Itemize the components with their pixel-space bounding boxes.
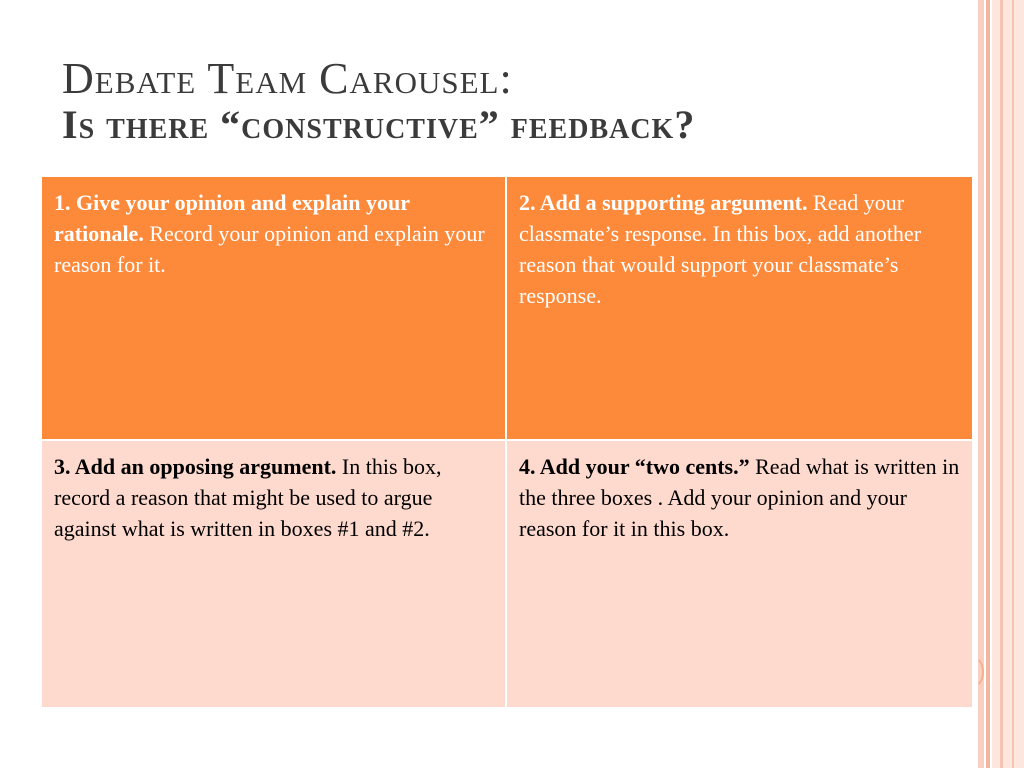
box-2-body: Read your classmate’s response. In this box, add another reason that would support your classmate’s response.	[519, 190, 922, 308]
decorative-stripe	[1012, 0, 1014, 768]
box-3-heading: 3. Add an opposing argument.	[54, 454, 337, 479]
box-2[interactable]	[507, 177, 972, 441]
decorative-stripe	[992, 0, 1024, 768]
box-4[interactable]	[507, 441, 972, 707]
decorative-stripe	[986, 0, 990, 768]
slide-title	[62, 54, 962, 148]
box-4-body: Read what is written in the three boxes . Add your opinion and your reason for it in this box.	[519, 454, 960, 541]
carousel-table	[42, 177, 972, 707]
box-1[interactable]	[42, 177, 507, 441]
decorative-stripe	[978, 0, 984, 768]
box-1-heading: 1. Give your opinion and explain your rationale.	[54, 190, 410, 246]
box-3[interactable]	[42, 441, 507, 707]
title-line-1: Debate Team Carousel:	[62, 54, 513, 103]
title-line-2: Is there “constructive” feedback?	[62, 102, 696, 148]
decorative-circle-icon	[958, 655, 984, 689]
box-1-body: Record your opinion and explain your reason for it.	[54, 221, 485, 277]
decorative-stripe	[1000, 0, 1003, 768]
box-2-heading: 2. Add a supporting argument.	[519, 190, 808, 215]
box-4-heading: 4. Add your “two cents.”	[519, 454, 750, 479]
box-3-body: In this box, record a reason that might be used to argue against what is written in boxes #1 and #2.	[54, 454, 442, 541]
